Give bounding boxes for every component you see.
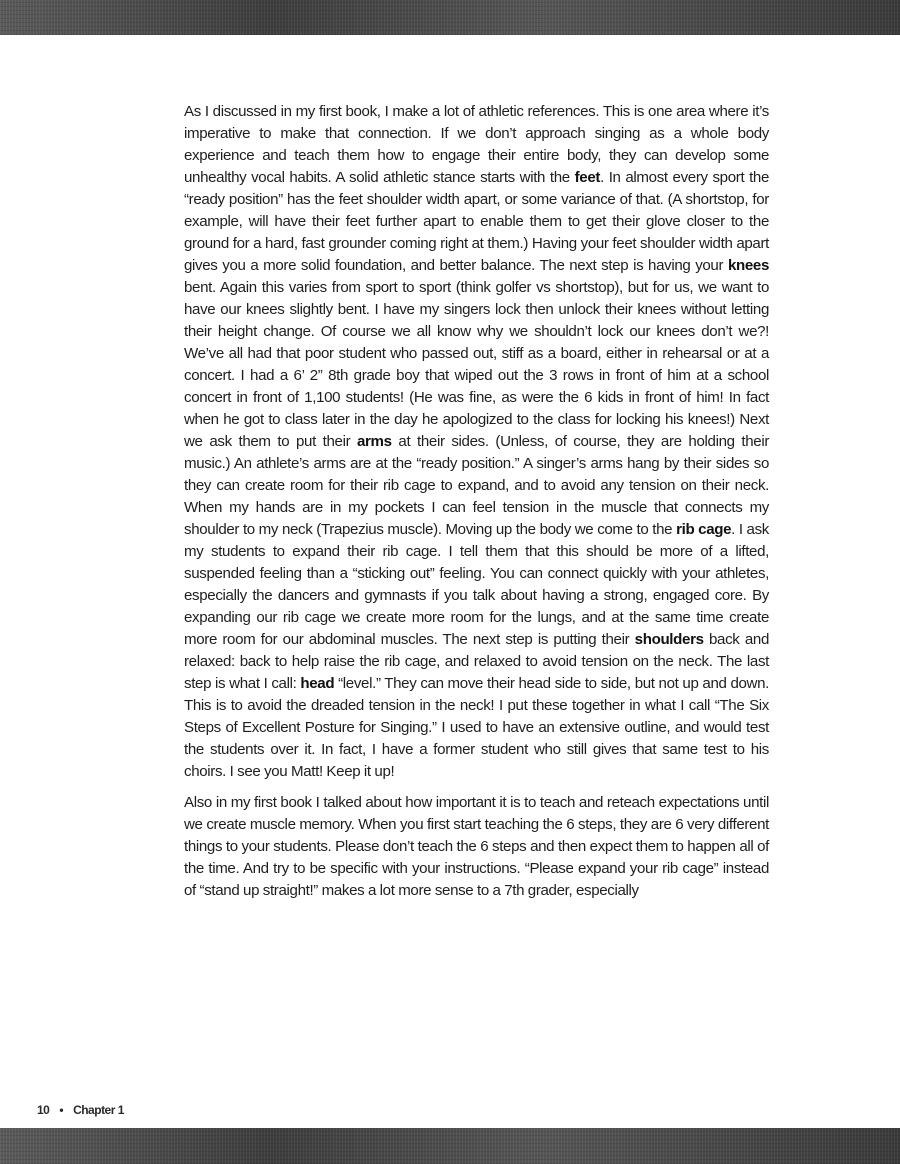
bold-keyword: feet	[574, 169, 601, 186]
bold-keyword: arms	[356, 433, 392, 450]
page-footer	[37, 1103, 124, 1117]
footer-separator: •	[59, 1103, 64, 1117]
text-run: Also in my first book I talked about how important it is to teach and reteach expectations until we create muscle memory. When you first start teaching the 6 steps, they are 6 very different things to your students. Please don’t teach the 6 steps and then expect them to happen all of the time. And try to be specific with your instructions. “Please expand your rib cage” instead of “stand up straight!” makes a lot more sense to a 7th grader, especially	[184, 794, 769, 899]
text-run: As I discussed in my first book, I make a lot of athletic references. This is one area where it’s imperative to make that connection. If we don’t approach singing as a whole body experience and teach them how to engage their entire body, they can develop some unhealthy vocal habits. A solid athletic stance starts with the	[184, 103, 769, 186]
text-run: at their sides. (Unless, of course, they are holding their music.) An athlete’s arms are at the “ready position.” A singer’s arms hang by their sides so they can create room for their rib cage to expand, and to avoid any tension on their neck. When my hands are in my pockets I can feel tension in the muscle that connects my shoulder to my neck (Trapezius muscle). Moving up the body we come to the	[184, 433, 769, 538]
page-number: 10	[37, 1103, 50, 1117]
text-run: “level.” They can move their head side to side, but not up and down. This is to avoid the dreaded tension in the neck! I put these together in what I call “The Six Steps of Excellent Posture for Singing.” I used to have an extensive outline, and would test the students over it. In fact, I have a former student who still gives that same test to his choirs. I see you Matt! Keep it up!	[184, 675, 769, 780]
body-text	[184, 101, 769, 911]
top-scan-band	[0, 0, 900, 35]
paragraph-posture	[184, 101, 769, 783]
bold-keyword: head	[300, 675, 335, 692]
bold-keyword: shoulders	[634, 631, 704, 648]
text-run: . I ask my students to expand their rib cage. I tell them that this should be more of a lifted, suspended feeling than a “sticking out” feeling. You can connect quickly with your athletes, especially the dancers and gymnasts if you talk about having a strong, engaged core. By expanding our rib cage we create more room for the lungs, and at the same time create more room for our abdominal muscles. The next step is putting their	[184, 521, 769, 648]
bold-keyword: knees	[727, 257, 769, 274]
bold-keyword: rib cage	[676, 521, 732, 538]
chapter-label: Chapter 1	[73, 1103, 124, 1117]
text-run: . In almost every sport the “ready position” has the feet shoulder width apart, or some variance of that. (A shortstop, for example, will have their feet further apart to enable them to get their glove closer to the ground for a hard, fast grounder coming right at them.) Having your feet shoulder width apart gives you a more solid foundation, and better balance. The next step is having your	[184, 169, 770, 274]
bottom-scan-band	[0, 1128, 900, 1164]
text-run: bent. Again this varies from sport to sport (think golfer vs shortstop), but for us, we want to have our knees slightly bent. I have my singers lock then unlock their knees without letting their height change. Of course we all know why we shouldn’t lock our knees don’t we?! We’ve all had that poor student who passed out, stiff as a board, either in rehearsal or at a concert. I had a 6’ 2” 8th grade boy that wiped out the 3 rows in front of him at a school concert in front of 1,100 students! (He was fine, as were the 6 kids in front of him! In fact when he got to class later in the day he apologized to the class for locking his knees!) Next we ask them to put their	[184, 279, 769, 450]
text-run: back and relaxed: back to help raise the rib cage, and relaxed to avoid tension on the neck. The last step is what I call:	[184, 631, 770, 692]
paragraph-muscle-memory	[184, 792, 769, 902]
